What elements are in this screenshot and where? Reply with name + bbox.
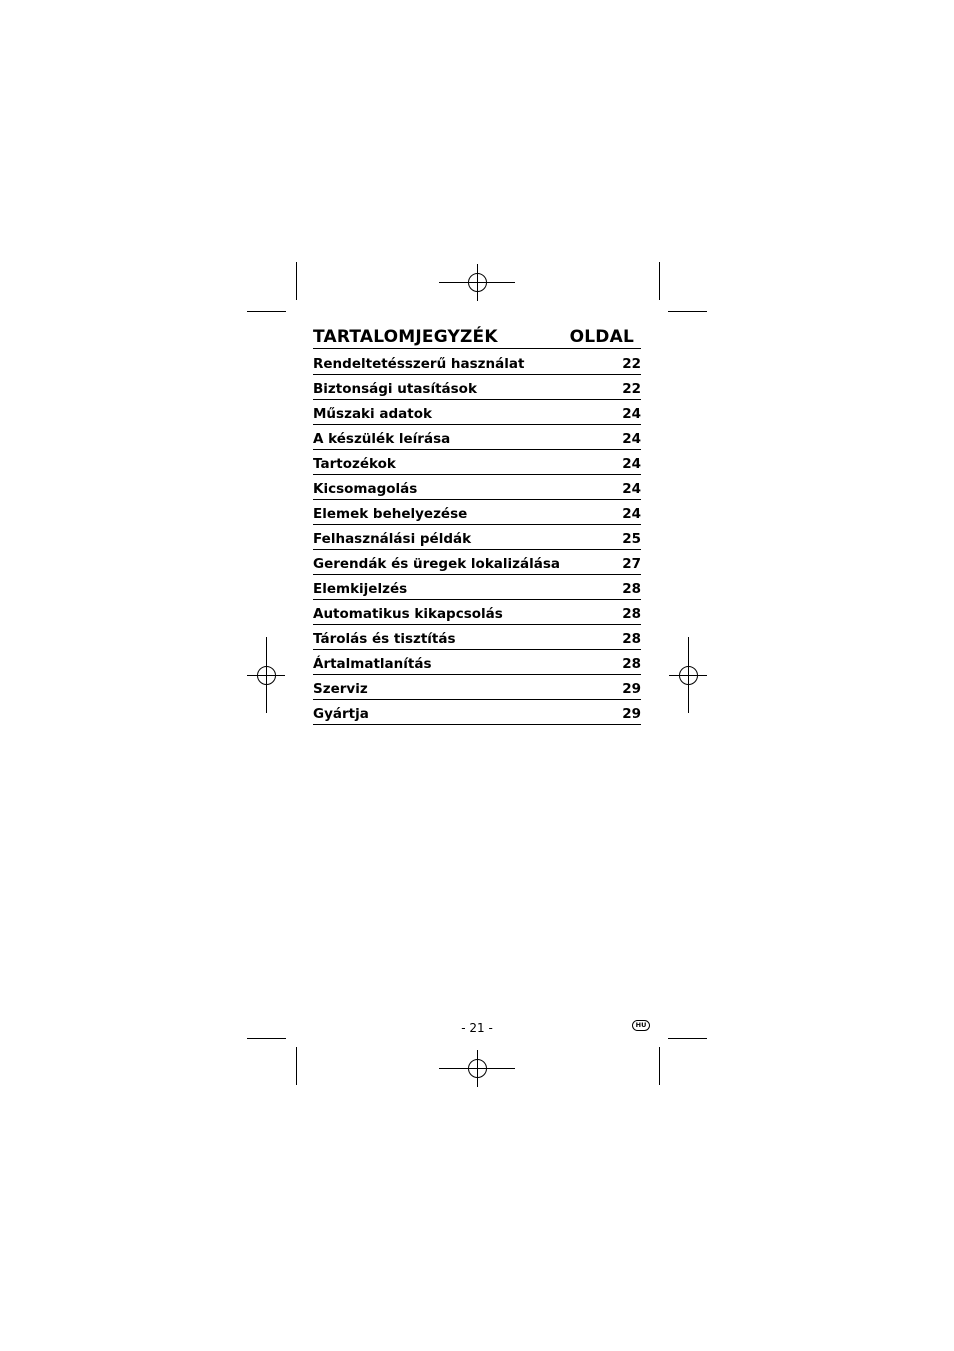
toc-title: TARTALOMJEGYZÉK	[313, 327, 498, 347]
toc-entry-page: 24	[622, 406, 641, 422]
toc-entry-label: Felhasználási példák	[313, 531, 472, 547]
crop-mark	[659, 1047, 660, 1085]
toc-entry-page: 24	[622, 481, 641, 497]
crop-mark	[668, 311, 707, 312]
toc-entry-label: Kicsomagolás	[313, 481, 418, 497]
toc-entry[interactable]	[313, 527, 641, 550]
toc-entry[interactable]	[313, 377, 641, 400]
toc-list	[313, 352, 641, 725]
toc-entry[interactable]	[313, 402, 641, 425]
language-badge: HU	[632, 1020, 650, 1031]
toc-entry-label: Elemek behelyezése	[313, 506, 468, 522]
toc-entry-label: Tartozékok	[313, 456, 396, 472]
toc-entry-page: 27	[622, 556, 641, 572]
toc-entry[interactable]	[313, 352, 641, 375]
toc-entry-label: Biztonsági utasítások	[313, 381, 477, 397]
toc-entry[interactable]	[313, 627, 641, 650]
toc-entry-page: 28	[622, 581, 641, 597]
toc-entry-page: 22	[622, 356, 641, 372]
toc-entry[interactable]	[313, 602, 641, 625]
toc-entry[interactable]	[313, 677, 641, 700]
toc-entry[interactable]	[313, 502, 641, 525]
toc-entry-page: 29	[622, 706, 641, 722]
toc-entry-label: Szerviz	[313, 681, 368, 697]
toc-entry-label: Műszaki adatok	[313, 406, 432, 422]
crop-mark	[296, 262, 297, 300]
toc-page-column-heading: OLDAL	[569, 327, 634, 347]
toc-entry[interactable]	[313, 452, 641, 475]
crop-mark	[659, 262, 660, 300]
registration-mark-icon	[257, 666, 276, 685]
toc-entry-label: A készülék leírása	[313, 431, 451, 447]
toc-entry-page: 22	[622, 381, 641, 397]
registration-mark-icon	[468, 1059, 487, 1078]
crop-mark	[296, 1047, 297, 1085]
toc-entry-label: Tárolás és tisztítás	[313, 631, 456, 647]
toc-entry[interactable]	[313, 427, 641, 450]
toc-entry-page: 28	[622, 656, 641, 672]
toc-entry-label: Elemkijelzés	[313, 581, 408, 597]
toc-header	[313, 326, 641, 349]
toc-entry-page: 24	[622, 431, 641, 447]
crop-mark	[247, 1038, 286, 1039]
toc-entry[interactable]	[313, 702, 641, 725]
toc-entry-page: 24	[622, 506, 641, 522]
toc-entry-page: 28	[622, 606, 641, 622]
toc-entry[interactable]	[313, 552, 641, 575]
toc-entry-label: Gerendák és üregek lokalizálása	[313, 556, 561, 572]
toc-entry-page: 28	[622, 631, 641, 647]
page-number: - 21 -	[461, 1021, 493, 1035]
toc-entry[interactable]	[313, 652, 641, 675]
toc-entry-label: Ártalmatlanítás	[313, 656, 432, 672]
registration-mark-icon	[679, 666, 698, 685]
crop-mark	[668, 1038, 707, 1039]
registration-mark-icon	[468, 273, 487, 292]
toc-entry-page: 24	[622, 456, 641, 472]
crop-mark	[247, 311, 286, 312]
toc-entry[interactable]	[313, 477, 641, 500]
toc-entry-label: Gyártja	[313, 706, 369, 722]
toc-entry-label: Automatikus kikapcsolás	[313, 606, 503, 622]
toc-entry-page: 25	[622, 531, 641, 547]
toc-entry[interactable]	[313, 577, 641, 600]
table-of-contents	[313, 326, 641, 727]
toc-entry-label: Rendeltetésszerű használat	[313, 356, 525, 372]
toc-entry-page: 29	[622, 681, 641, 697]
